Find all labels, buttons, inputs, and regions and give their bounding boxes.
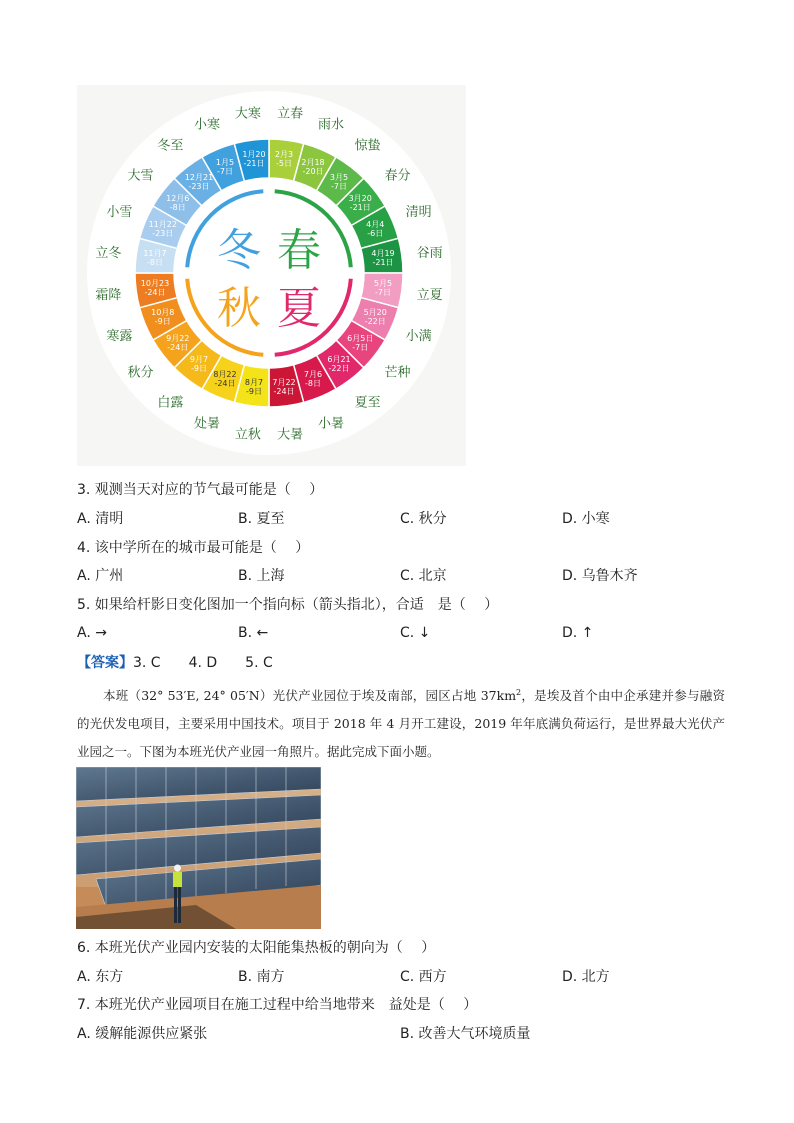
- q6-option-a[interactable]: A. 东方: [77, 969, 124, 985]
- q5-option-c[interactable]: C. ↓: [400, 625, 431, 641]
- term-name-21: 大雪: [127, 168, 154, 184]
- term-date-9: 6月5日-7日: [347, 334, 374, 353]
- term-date-13: 8月7 -9日: [244, 378, 264, 397]
- term-date-2: 2月18 -20日: [301, 157, 325, 176]
- term-name-3: 惊蛰: [354, 138, 381, 154]
- term-name-8: 小满: [405, 328, 432, 344]
- term-date-8: 5月20 -22日: [363, 308, 387, 327]
- q5-option-b[interactable]: B. ←: [238, 625, 269, 641]
- term-name-11: 小暑: [317, 416, 345, 432]
- q7-option-a[interactable]: A. 缓解能源供应紧张: [77, 1026, 208, 1042]
- term-name-6: 谷雨: [416, 245, 443, 261]
- passage-part2: ，是埃及首个由中企承建并参与融资的光伏发电项目，主要采用中国技术。项目于 2018 年 4 月开工建设，2019 年年底满负荷运行，是世界最大光伏产业园之一。下图为本班光伏产业园一角照片。据此完成下面小题。: [77, 688, 725, 760]
- term-name-12: 大暑: [277, 427, 304, 443]
- term-date-10: 6月21 -22日: [327, 355, 351, 374]
- term-date-16: 9月22 -24日: [166, 334, 190, 353]
- term-date-24: 1月20 -21日: [242, 149, 266, 168]
- term-name-17: 寒露: [106, 328, 133, 344]
- q3-option-d[interactable]: D. 小寒: [562, 511, 610, 527]
- term-date-6: 4月19 -21日: [371, 248, 395, 267]
- term-date-20: 11月22 -23日: [148, 219, 177, 238]
- q4-option-d[interactable]: D. 乌鲁木齐: [562, 568, 638, 584]
- q3-option-a[interactable]: A. 清明: [77, 511, 124, 527]
- term-name-1: 立春: [277, 106, 304, 122]
- term-name-22: 冬至: [157, 138, 184, 154]
- q3-option-b[interactable]: B. 夏至: [238, 511, 285, 527]
- passage: [77, 679, 725, 766]
- solar-terms-figure: [77, 85, 466, 466]
- q7-option-b[interactable]: B. 改善大气环境质量: [400, 1026, 531, 1042]
- term-date-21: 12月6 -8日: [166, 193, 190, 212]
- wheel-center: [178, 182, 360, 364]
- season-char-1: 冬: [217, 225, 261, 276]
- term-date-23: 1月5 -7日: [215, 157, 235, 176]
- term-name-13: 立秋: [234, 427, 261, 443]
- term-date-7: 5月5 -7日: [373, 279, 393, 298]
- q6-option-d[interactable]: D. 北方: [562, 969, 610, 985]
- term-date-18: 10月23 -24日: [140, 279, 170, 298]
- q3-option-c[interactable]: C. 秋分: [400, 511, 447, 527]
- term-name-14: 处暑: [193, 416, 221, 432]
- q4-option-c[interactable]: C. 北京: [400, 568, 447, 584]
- solar-park-photo: [76, 767, 321, 929]
- season-char-3: 秋: [217, 283, 261, 334]
- q5-option-a[interactable]: A. →: [77, 625, 107, 641]
- q5-option-d[interactable]: D. ↑: [562, 625, 594, 641]
- answer-tag: 【答案】: [77, 655, 133, 671]
- q4-option-b[interactable]: B. 上海: [238, 568, 285, 584]
- season-char-2: 春: [277, 225, 321, 276]
- question-6: 6. 本班光伏产业园内安装的太阳能集热板的朝向为（ ）: [77, 940, 436, 956]
- term-date-4: 3月20 -21日: [348, 193, 372, 212]
- q6-option-c[interactable]: C. 西方: [400, 969, 447, 985]
- term-name-10: 夏至: [354, 395, 381, 411]
- term-date-15: 9月7 -9日: [189, 355, 209, 374]
- term-date-17: 10月8 -9日: [151, 308, 175, 327]
- term-name-2: 雨水: [317, 117, 345, 133]
- question-4: 4. 该中学所在的城市最可能是（ ）: [77, 540, 310, 556]
- term-name-23: 小寒: [193, 117, 221, 133]
- term-name-15: 白露: [157, 395, 184, 411]
- passage-sup: 2: [516, 688, 522, 697]
- question-3: 3. 观测当天对应的节气最可能是（ ）: [77, 482, 324, 498]
- answer-text: 3. C 4. D 5. C: [133, 655, 273, 671]
- answer-line: [77, 653, 273, 673]
- term-name-5: 清明: [405, 205, 432, 221]
- term-date-5: 4月4 -6日: [366, 219, 385, 238]
- term-date-19: 11月7 -8日: [143, 248, 167, 267]
- term-date-1: 2月3 -5日: [274, 149, 294, 168]
- term-date-14: 8月22 -24日: [213, 370, 237, 389]
- question-5: 5. 如果给杆影日变化图加一个指向标（箭头指北），合适 是（ ）: [77, 597, 499, 613]
- question-7: 7. 本班光伏产业园项目在施工过程中给当地带来 益处是（ ）: [77, 997, 478, 1013]
- season-char-4: 夏: [277, 283, 321, 334]
- solar-terms-wheel: [77, 85, 466, 466]
- term-date-3: 3月5 -7日: [329, 172, 349, 191]
- term-name-7: 立夏: [416, 288, 443, 304]
- term-name-20: 小雪: [106, 205, 133, 221]
- q6-option-b[interactable]: B. 南方: [238, 969, 285, 985]
- passage-part1: 本班（32° 53′E, 24° 05′N）光伏产业园位于埃及南部，园区占地 37km: [103, 688, 517, 704]
- term-date-22: 12月21 -23日: [184, 172, 214, 191]
- term-date-12: 7月22 -24日: [272, 378, 296, 397]
- term-name-24: 大寒: [234, 106, 261, 122]
- term-name-4: 春分: [384, 168, 411, 184]
- term-name-16: 秋分: [127, 365, 154, 381]
- term-name-18: 霜降: [95, 288, 122, 304]
- term-date-11: 7月6 -8日: [303, 370, 323, 389]
- term-name-9: 芒种: [384, 365, 411, 381]
- q4-option-a[interactable]: A. 广州: [77, 568, 124, 584]
- term-name-19: 立冬: [95, 245, 122, 261]
